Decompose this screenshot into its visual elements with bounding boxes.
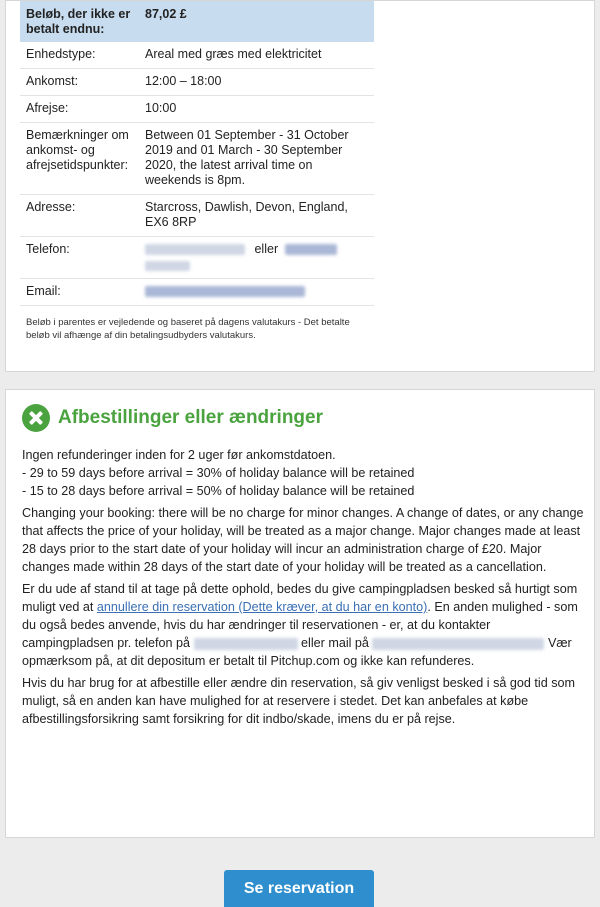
unable-to-attend-paragraph [22, 580, 584, 670]
cancellation-header [22, 404, 323, 432]
email-row [20, 279, 374, 306]
unable-text-1: Er du ude af stand til at tage på dette ophold, bedes du give campingpladsen besked så hurtigt som muligt ved at [22, 582, 578, 614]
cancellation-card [5, 389, 595, 838]
phone-or-text: eller [254, 242, 279, 256]
redacted-email-link[interactable] [145, 286, 305, 297]
unpaid-amount-label: Beløb, der ikke er betalt endnu: [20, 1, 141, 42]
unable-text-3: eller mail på [297, 636, 373, 650]
unable-text-2: . En anden mulighed - som du også bedes anvende, hvis du har ændringer til reservationen - er, at du kontakter campingpladsen pr. telefon på [22, 600, 578, 650]
cancel-reservation-link[interactable]: annullere din reservation (Dette kræver, at du har en konto) [96, 600, 428, 614]
changes-policy: Changing your booking: there will be no charge for minor changes. A change of dates, or any change that affects the price of your holiday, will be treated as a major change. Major changes made at least 28 days prior to the start date of your holiday will incur an administration charge of £20. Major changes made within 28 days of the start date of your holiday will be treated as a cancellation. [22, 506, 584, 574]
cancel-x-icon [22, 404, 50, 432]
phone-row [20, 237, 374, 279]
email-value [141, 279, 374, 306]
unit-type-value: Areal med græs med elektricitet [141, 42, 374, 69]
booking-details-table [20, 1, 374, 306]
view-reservation-button[interactable]: Se reservation [224, 870, 374, 907]
arrival-notes-label: Bemærkninger om ankomst- og afrejsetidspunkter: [20, 123, 141, 195]
arrival-label: Ankomst: [20, 69, 141, 96]
redacted-phone-1-continued [145, 261, 190, 271]
refund-policy-line-1: Ingen refunderinger inden for 2 uger før ankomstdatoen. [22, 448, 336, 462]
departure-label: Afrejse: [20, 96, 141, 123]
arrival-notes-row [20, 123, 374, 195]
advice-paragraph: Hvis du har brug for at afbestille eller ændre din reservation, så giv venligst besked i så god tid som muligt, så en anden kan have mulighed for at reservere i stedet. Det kan anbefales at købe afbestillingsforsikring samt forsikring for dit indbo/skade, imens du er på rejse. [22, 676, 576, 726]
cancellation-title: Afbestillinger eller ændringer [58, 407, 323, 428]
refund-policy-line-2: - 29 to 59 days before arrival = 30% of holiday balance will be retained [22, 466, 415, 480]
address-row [20, 195, 374, 237]
refund-policy [22, 446, 584, 500]
redacted-campsite-email [372, 638, 544, 650]
address-label: Adresse: [20, 195, 141, 237]
arrival-row [20, 69, 374, 96]
arrival-value: 12:00 – 18:00 [141, 69, 374, 96]
unpaid-amount-row [20, 1, 374, 42]
booking-details-card [5, 0, 595, 372]
currency-note: Beløb i parentes er vejledende og baseret på dagens valutakurs - Det betalte beløb vil afhænge af din betalingsudbyders valutakurs. [26, 317, 350, 341]
cancellation-body [22, 446, 584, 732]
unit-type-row [20, 42, 374, 69]
unpaid-amount-value: 87,02 £ [141, 1, 374, 42]
arrival-notes-value: Between 01 September - 31 October 2019 and 01 March - 30 September 2020, the latest arrival time on weekends is 8pm. [141, 123, 374, 195]
redacted-phone-1 [145, 244, 245, 255]
refund-policy-line-3: - 15 to 28 days before arrival = 50% of holiday balance will be retained [22, 484, 415, 498]
phone-value [141, 237, 374, 279]
redacted-phone-2-link[interactable] [285, 244, 337, 255]
unit-type-label: Enhedstype: [20, 42, 141, 69]
address-value: Starcross, Dawlish, Devon, England, EX6 8RP [141, 195, 374, 237]
departure-row [20, 96, 374, 123]
unable-text-4: Vær opmærksom på, at dit depositum er betalt til Pitchup.com og ikke kan refunderes. [22, 636, 572, 668]
phone-label: Telefon: [20, 237, 141, 279]
redacted-campsite-phone [194, 638, 298, 650]
departure-value: 10:00 [141, 96, 374, 123]
email-label: Email: [20, 279, 141, 306]
